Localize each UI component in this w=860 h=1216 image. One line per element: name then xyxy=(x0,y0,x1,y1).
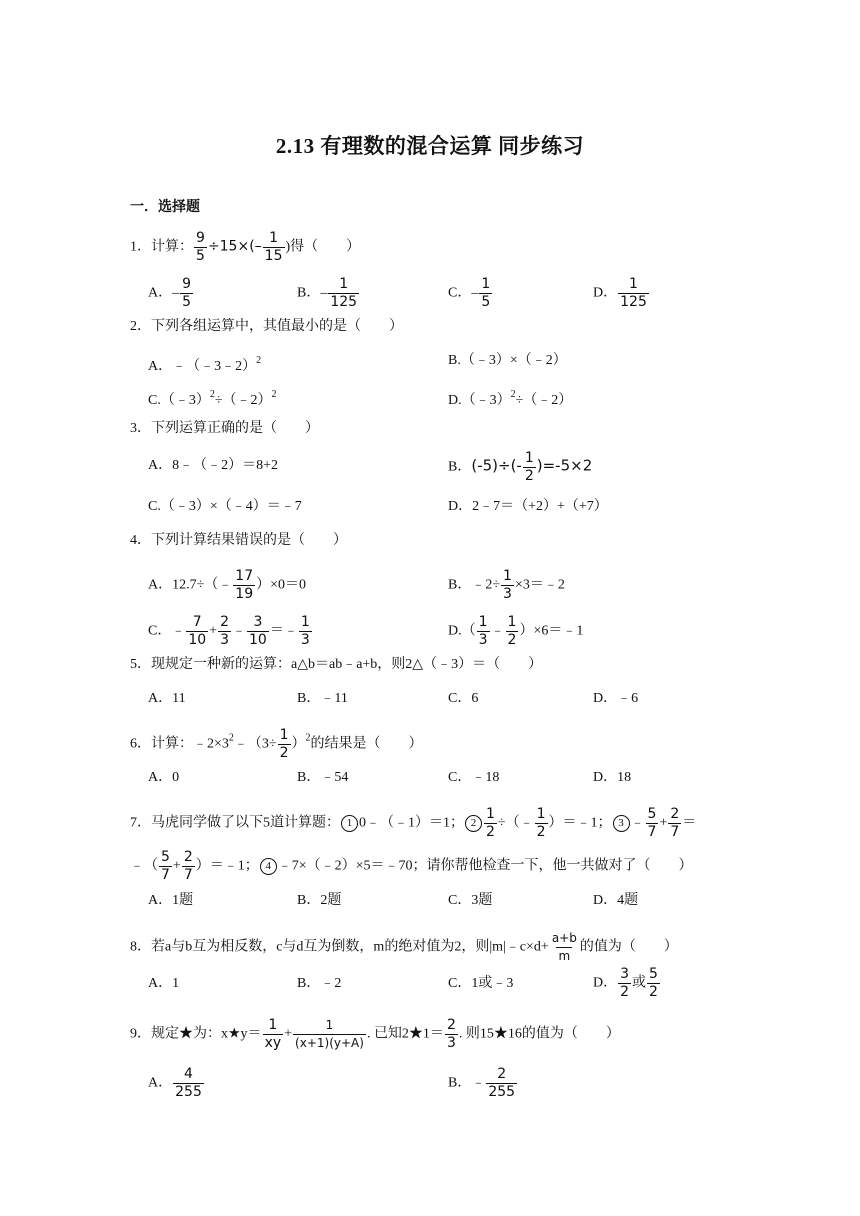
question-8-option-d: D． $\frac{3}{2}$ 或 $\frac{5}{2}$ xyxy=(593,966,658,1000)
question-2-option-a: A．﹣（﹣3﹣2）$^2$ xyxy=(148,355,262,374)
question-7-stem-line-1: 7．马虎同学做了以下5道计算题： 1 0﹣（﹣1）＝1； 2 $\frac{1}{2}$ ÷（﹣ $\frac{1}{2}$ ）＝﹣1； 3 ﹣ $\frac{5}{7}$ + $\frac{2}{7}$ ＝ xyxy=(130,806,697,840)
question-6-option-c: C．﹣18 xyxy=(448,770,500,785)
page-title: 2.13 有理数的混合运算 同步练习 xyxy=(275,134,585,158)
question-2-option-d: D.（﹣3）$^2$÷（﹣2） xyxy=(448,389,573,408)
question-4-option-b: B．﹣2÷ $\frac{1}{3}$ ×3＝﹣2 xyxy=(448,568,565,602)
question-9-option-a: A． $\frac{4}{255}$ xyxy=(148,1066,202,1100)
question-7-option-c: C．3题 xyxy=(448,893,493,908)
question-7-option-a: A．1题 xyxy=(148,893,194,908)
circled-number: 3 xyxy=(613,815,630,832)
question-1-option-b: B．– $\frac{1}{125}$ xyxy=(297,276,358,310)
question-9-stem: 9．规定★为：x★y＝ $\frac{1}{xy}$ + $\frac{1}{(x+1)(y+A)}$ . 已知2★1＝ $\frac{2}{3}$ . 则15★16的值为（ ） xyxy=(130,1017,620,1051)
question-4-option-a: A．12.7÷（﹣ $\frac{17}{19}$ ）×0＝0 xyxy=(148,568,307,602)
question-6-stem: 6．计算：$﹣2\times 3^2﹣(3\div$ $\frac{1}{2}$ ）$^2$的结果是（ ） xyxy=(130,727,423,761)
question-4-option-d: D.（ $\frac{1}{3}$ ﹣ $\frac{1}{2}$ ）×6＝﹣1 xyxy=(448,614,584,648)
question-2-option-b: B.（﹣3）×（﹣2） xyxy=(448,353,567,368)
question-6-option-a: A．0 xyxy=(148,770,180,785)
question-6-option-b: B．﹣54 xyxy=(297,770,349,785)
question-2-stem: 2．下列各组运算中，其值最小的是（ ） xyxy=(130,319,403,334)
question-3-option-b: B．(-5)÷(- $\frac{1}{2}$ )=-5×2 xyxy=(448,450,593,484)
question-7-option-b: B．2题 xyxy=(297,893,342,908)
question-5-option-b: B．﹣11 xyxy=(297,691,348,706)
question-5-option-c: C．6 xyxy=(448,691,479,706)
question-8-stem: 8．若a与b互为相反数，c与d互为倒数，m的绝对值为2，则|m|﹣c×d+ $\frac{a+b}{m}$ 的值为（ ） xyxy=(130,931,678,963)
section-heading: 一．选择题 xyxy=(130,200,200,215)
question-3-option-c: C.（﹣3）×（﹣4）＝﹣7 xyxy=(148,499,302,514)
question-7-option-d: D．4题 xyxy=(593,893,639,908)
circled-number: 4 xyxy=(260,858,277,875)
question-1-option-d: D． $\frac{1}{125}$ xyxy=(593,276,647,310)
question-4-option-c: C．﹣ $\frac{7}{10}$ + $\frac{2}{3}$ ﹣ $\frac{3}{10}$ ＝﹣ $\frac{1}{3}$ xyxy=(148,614,310,648)
circled-number: 2 xyxy=(465,815,482,832)
question-5-option-a: A．11 xyxy=(148,691,186,706)
circled-number: 1 xyxy=(341,815,358,832)
fraction: $\frac{1}{15}$ xyxy=(264,230,283,264)
question-5-option-d: D．﹣6 xyxy=(593,691,639,706)
question-8-option-b: B．﹣2 xyxy=(297,976,342,991)
question-1-option-a: A．– $\frac{9}{5}$ xyxy=(148,276,192,310)
question-6-option-d: D．18 xyxy=(593,770,632,785)
question-2-option-c: C.（﹣3）$^2$÷（﹣2）$^2$ xyxy=(148,389,277,408)
question-3-option-a: A．8﹣（﹣2）＝8+2 xyxy=(148,458,279,473)
question-4-stem: 4．下列计算结果错误的是（ ） xyxy=(130,533,347,548)
question-8-option-c: C．1或﹣3 xyxy=(448,976,514,991)
fraction: $\frac{9}{5}$ xyxy=(196,230,205,264)
question-8-option-a: A．1 xyxy=(148,976,180,991)
question-1-stem: 1．计算： $\frac{9}{5}$ ÷15×(– $\frac{1}{15}$ )得（ ） xyxy=(130,230,361,264)
question-7-stem-line-2: ﹣（ $\frac{5}{7}$ + $\frac{2}{7}$ ）＝﹣1； 4 ﹣7×（﹣2）×5＝﹣70；请你帮他检查一下，他一共做对了（ ） xyxy=(130,849,693,883)
question-1-option-c: C．– $\frac{1}{5}$ xyxy=(448,276,491,310)
question-3-option-d: D．2﹣7＝（+2）+（+7） xyxy=(448,499,608,514)
question-3-stem: 3．下列运算正确的是（ ） xyxy=(130,421,319,436)
question-9-option-b: B．﹣ $\frac{2}{255}$ xyxy=(448,1066,516,1100)
question-5-stem: 5．现规定一种新的运算：a△b＝ab﹣a+b，则2△（﹣3）＝（ ） xyxy=(130,657,543,672)
